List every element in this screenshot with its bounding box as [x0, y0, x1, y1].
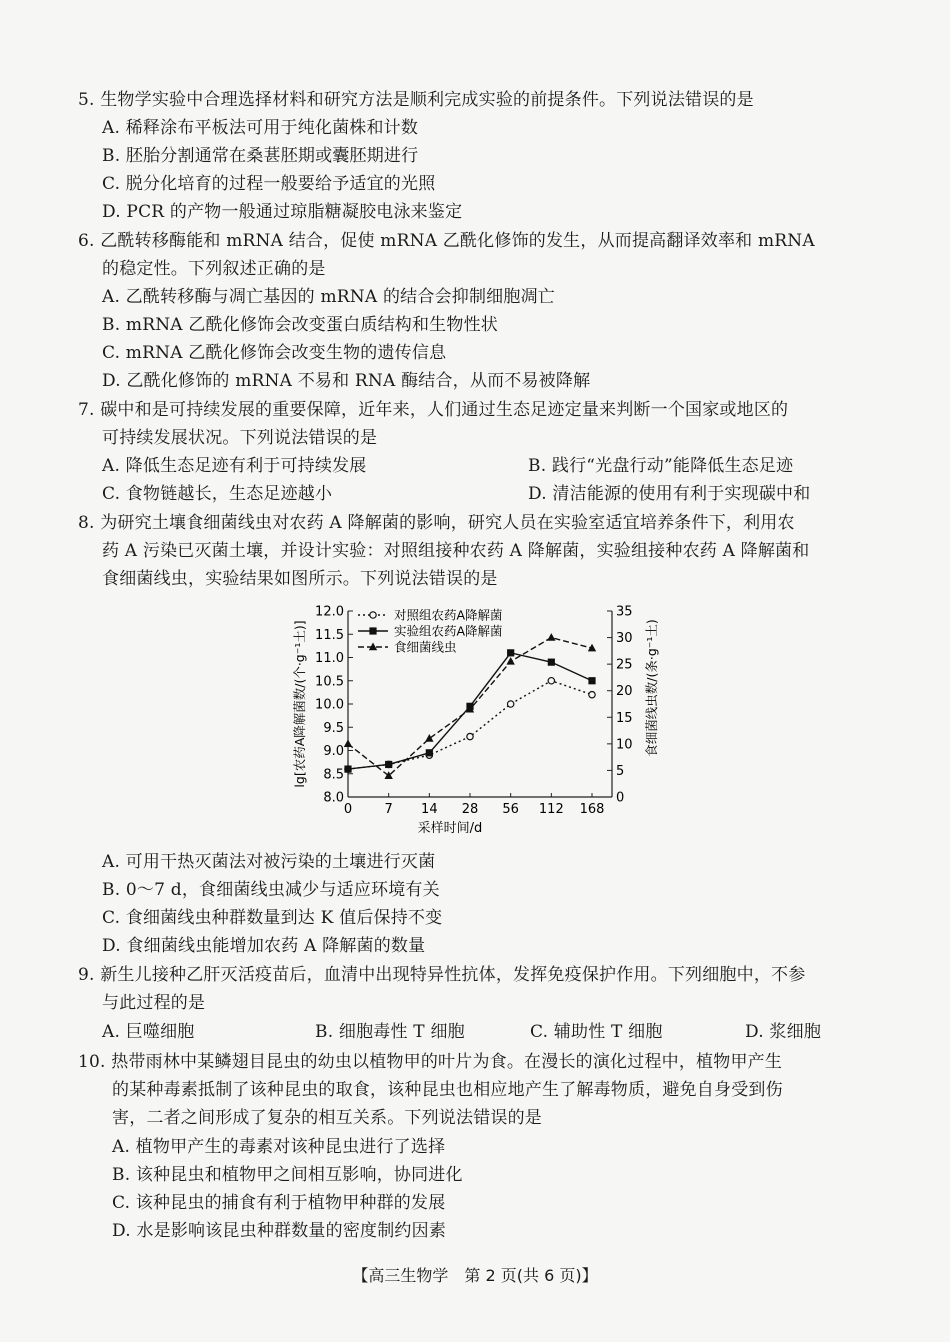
q9-option-a: A. 巨噬细胞 [102, 1022, 195, 1042]
q9-stem-line2: 与此过程的是 [102, 993, 206, 1013]
chart-plot [348, 611, 612, 797]
page-footer: 【高三生物学 第 2 页(共 6 页)】 [352, 1266, 598, 1285]
q9-option-d: D. 浆细胞 [745, 1022, 822, 1042]
data-point [506, 657, 514, 665]
q10-option-b: B. 该种昆虫和植物甲之间相互影响，协同进化 [112, 1165, 463, 1185]
left-tick-label: 10.0 [315, 697, 344, 713]
x-tick-label: 0 [343, 802, 353, 817]
data-point [588, 677, 595, 684]
left-tick-label: 9.0 [323, 744, 344, 759]
x-tick-label: 7 [384, 802, 393, 817]
q5-option-b: B. 胚胎分割通常在桑葚胚期或囊胚期进行 [102, 146, 419, 166]
data-point [588, 644, 596, 652]
left-tick-label: 8.5 [323, 767, 344, 783]
data-point [548, 659, 555, 666]
data-point [507, 649, 514, 656]
right-tick-label: 30 [616, 631, 633, 647]
x-tick-label: 56 [502, 802, 519, 817]
data-point [344, 766, 351, 773]
left-tick-label: 11.5 [315, 627, 344, 643]
series-line [348, 681, 592, 769]
data-point [425, 734, 433, 742]
right-tick-label: 35 [616, 604, 633, 620]
chart-legend [358, 608, 503, 655]
legend-label: 实验组农药A降解菌 [394, 623, 503, 639]
q6-option-c: C. mRNA 乙酰化修饰会改变生物的遗传信息 [102, 343, 447, 363]
q9-stem-line1: 9. 新生儿接种乙肝灭活疫苗后，血清中出现特异性抗体，发挥免疫保护作用。下列细胞中，不参 [78, 965, 806, 985]
legend-marker [369, 627, 376, 634]
data-point [426, 749, 433, 756]
q10-option-a: A. 植物甲产生的毒素对该种昆虫进行了选择 [112, 1137, 446, 1157]
q5-option-d: D. PCR 的产物一般通过琼脂糖凝胶电泳来鉴定 [102, 202, 463, 222]
q6-option-a: A. 乙酰转移酶与凋亡基因的 mRNA 的结合会抑制细胞凋亡 [102, 287, 555, 307]
left-tick-label: 12.0 [315, 604, 344, 620]
left-tick-label: 11.0 [315, 651, 344, 666]
q8-stem-line1: 8. 为研究土壤食细菌线虫对农药 A 降解菌的影响，研究人员在实验室适宜培养条件下，利用农 [78, 513, 795, 533]
right-tick-label: 25 [616, 657, 633, 673]
q8-chart [290, 596, 670, 840]
data-point [589, 692, 595, 698]
q9-option-b: B. 细胞毒性 T 细胞 [315, 1022, 465, 1042]
x-tick-label: 28 [461, 802, 479, 817]
q10-option-d: D. 水是影响该昆虫种群数量的密度制约因素 [112, 1221, 447, 1241]
legend-label: 食细菌线虫 [394, 639, 457, 655]
right-axis-label: 食细菌线虫数/(条·g⁻¹土) [644, 619, 659, 757]
q6-option-d: D. 乙酰化修饰的 mRNA 不易和 RNA 酶结合，从而不易被降解 [102, 371, 591, 391]
left-tick-label: 10.5 [315, 674, 344, 690]
q7-option-b: B. 践行“光盘行动”能降低生态足迹 [528, 456, 794, 476]
q7-option-a: A. 降低生态足迹有利于可持续发展 [102, 456, 367, 476]
q6-option-b: B. mRNA 乙酰化修饰会改变蛋白质结构和生物性状 [102, 315, 498, 335]
q10-stem-line3: 害，二者之间形成了复杂的相互关系。下列说法错误的是 [112, 1108, 542, 1128]
right-tick-label: 15 [616, 710, 633, 726]
q8-option-a: A. 可用干热灭菌法对被污染的土壤进行灭菌 [102, 852, 436, 872]
q5-option-c: C. 脱分化培育的过程一般要给予适宜的光照 [102, 174, 436, 194]
q7-stem-line2: 可持续发展状况。下列说法错误的是 [102, 428, 378, 448]
q8-stem-line3: 食细菌线虫，实验结果如图所示。下列说法错误的是 [102, 569, 498, 589]
left-tick-label: 9.5 [323, 720, 344, 736]
data-point [344, 739, 352, 747]
left-axis-label: lg[农药A降解菌数/(个·g⁻¹土)] [292, 620, 307, 788]
right-tick-label: 10 [616, 737, 633, 753]
data-point [507, 701, 513, 707]
q7-option-d: D. 清洁能源的使用有利于实现碳中和 [528, 484, 811, 504]
x-tick-label: 14 [421, 802, 438, 817]
q8-option-c: C. 食细菌线虫种群数量到达 K 值后保持不变 [102, 908, 443, 928]
q7-stem-line1: 7. 碳中和是可持续发展的重要保障，近年来，人们通过生态足迹定量来判断一个国家或地区的 [78, 400, 789, 420]
q6-stem-line1: 6. 乙酰转移酶能和 mRNA 结合，促使 mRNA 乙酰化修饰的发生，从而提高翻译效率和 mRNA [78, 231, 815, 251]
q9-option-c: C. 辅助性 T 细胞 [530, 1022, 663, 1042]
x-tick-label: 168 [579, 802, 605, 817]
x-axis-label: 采样时间/d [417, 821, 483, 836]
q10-stem-line2: 的某种毒素抵制了该种昆虫的取食，该种昆虫也相应地产生了解毒物质，避免自身受到伤 [112, 1080, 783, 1100]
legend-marker [370, 612, 376, 618]
right-tick-label: 0 [616, 790, 625, 806]
left-tick-label: 8.0 [323, 790, 344, 806]
q8-option-d: D. 食细菌线虫能增加农药 A 降解菌的数量 [102, 936, 426, 956]
legend-label: 对照组农药A降解菌 [394, 607, 503, 623]
chart-series [344, 633, 596, 779]
q8-stem-line2: 药 A 污染已灭菌土壤，并设计实验：对照组接种农药 A 降解菌，实验组接种农药 A 降解菌和 [102, 541, 810, 561]
data-point [385, 761, 392, 768]
q10-option-c: C. 该种昆虫的捕食有利于植物甲种群的发展 [112, 1193, 446, 1213]
q5-stem: 5. 生物学实验中合理选择材料和研究方法是顺利完成实验的前提条件。下列说法错误的是 [78, 90, 754, 110]
right-tick-label: 20 [616, 684, 633, 700]
q5-option-a: A. 稀释涂布平板法可用于纯化菌株和计数 [102, 118, 419, 138]
data-point [548, 678, 554, 684]
q8-option-b: B. 0～7 d，食细菌线虫减少与适应环境有关 [102, 880, 440, 900]
q6-stem-line2: 的稳定性。下列叙述正确的是 [102, 259, 326, 279]
data-point [547, 633, 555, 641]
right-tick-label: 5 [616, 763, 625, 779]
q10-stem-line1: 10. 热带雨林中某鳞翅目昆虫的幼虫以植物甲的叶片为食。在漫长的演化过程中，植物甲产生 [78, 1052, 783, 1072]
data-point [467, 733, 473, 739]
x-tick-label: 112 [538, 802, 564, 817]
q7-option-c: C. 食物链越长，生态足迹越小 [102, 484, 333, 504]
